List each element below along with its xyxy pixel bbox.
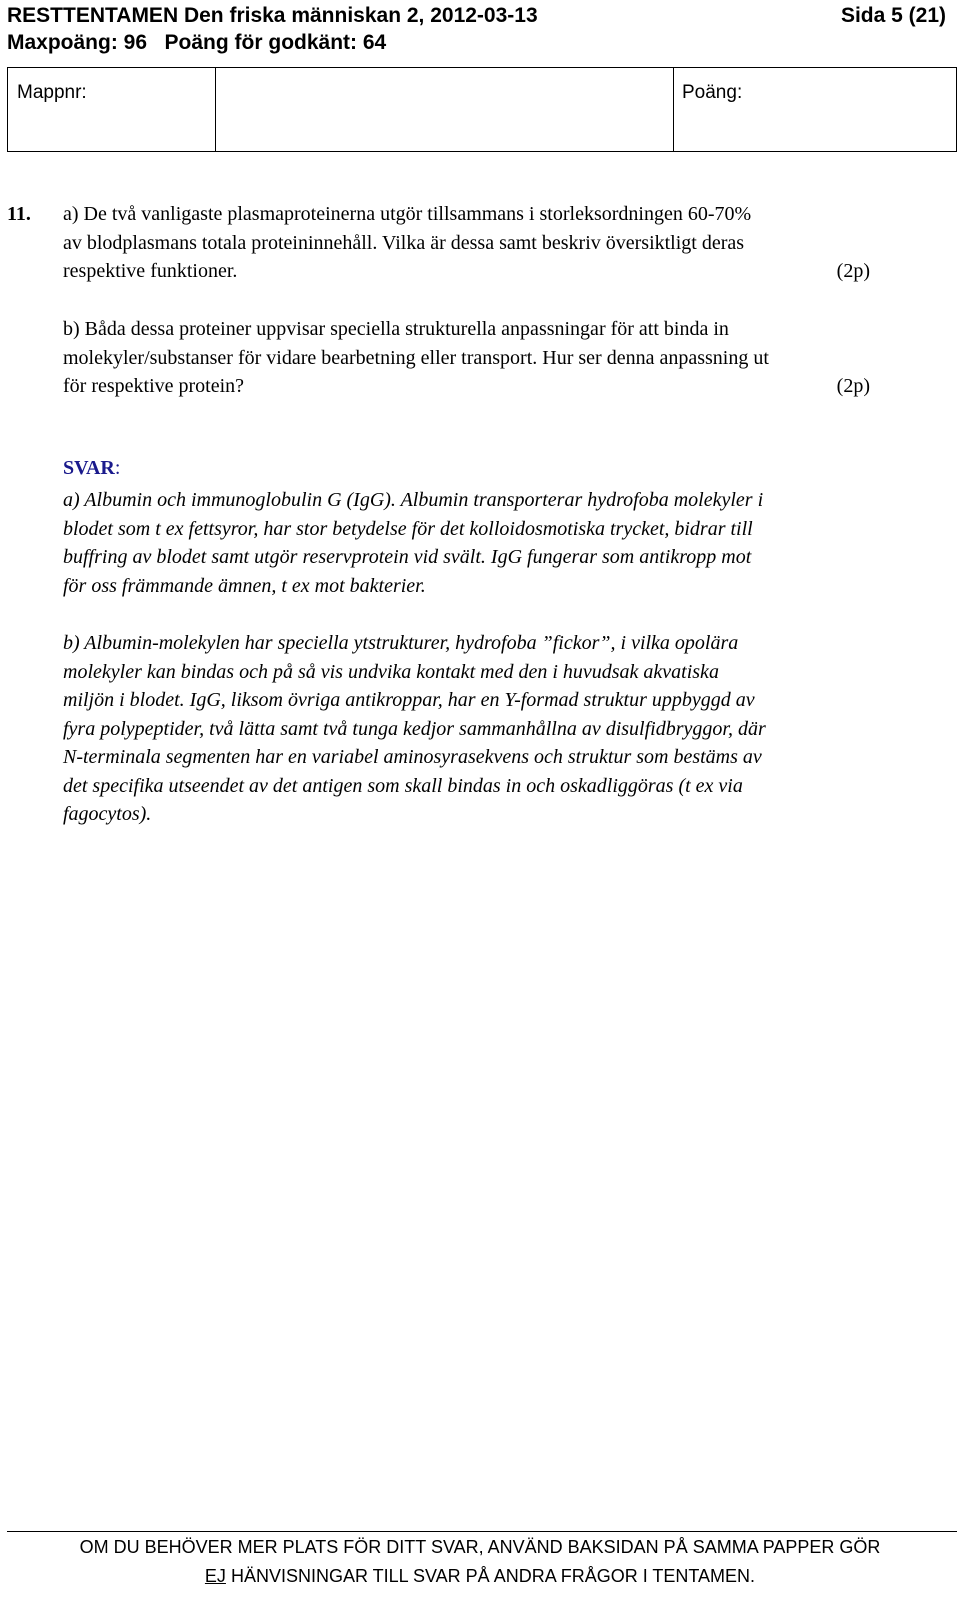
question-a-line3: respektive funktioner. [63,260,238,282]
exam-header-line1 [7,4,946,28]
id-points-box [7,67,957,152]
footer-divider [7,1531,957,1532]
answer-b-line: N-terminala segmenten har en variabel aminosyrasekvens och struktur som bestäms av [63,746,762,768]
answer-a-line: a) Albumin och immunoglobulin G (IgG). Albumin transporterar hydrofoba molekyler i [63,489,764,511]
answer-a-line: blodet som t ex fettsyror, har stor betydelse för det kolloidosmotiska trycket, bidrar till [63,517,753,540]
mappnr-label: Mappnr: [17,82,87,103]
answer-label-colon: : [114,457,121,479]
mappnr-cell[interactable] [8,68,216,151]
answer-b-line: fyra polypeptider, två lätta samt två tunga kedjor sammanhållna av disulfidbryggor, där [63,717,766,740]
points-summary: Maxpoäng: 96 Poäng för godkänt: 64 [7,31,387,54]
footer-emphasis: EJ [204,1566,226,1586]
exam-header-line2 [7,31,946,55]
answer-a-line: för oss främmande ämnen, t ex mot bakterier. [63,574,426,597]
answer-b-line: fagocytos). [63,803,152,825]
page-number: Sida 5 (21) [840,4,946,27]
question-a-line2: av blodplasmans totala proteininnehåll. Vilka är dessa samt beskriv översiktligt deras [63,231,745,254]
question-a-points: (2p) [836,260,870,282]
question-b [63,315,943,401]
answer-label-text: SVAR [63,457,115,479]
blank-cell [215,68,674,151]
answer-a [63,486,948,600]
question-b-line2: molekyler/substanser för vidare bearbetning eller transport. Hur ser denna anpassning ut [63,346,769,369]
question-number: 11. [7,203,31,225]
question-b-line1: b) Båda dessa proteiner uppvisar speciella strukturella anpassningar för att binda in [63,318,729,340]
question-b-points: (2p) [836,375,870,397]
answer-b-line: miljön i blodet. IgG, liksom övriga antikroppar, har en Y-formad struktur uppbyggd av [63,689,755,711]
footer-note-line1: OM DU BEHÖVER MER PLATS FÖR DITT SVAR, ANVÄND BAKSIDAN PÅ SAMMA PAPPER GÖR [79,1537,881,1557]
poang-cell[interactable] [673,68,956,151]
question-a-line1: a) De två vanligaste plasmaproteinerna utgör tillsammans i storleksordningen 60-70% [63,203,752,225]
question-b-line3: för respektive protein? [63,375,245,397]
answer-a-line: buffring av blodet samt utgör reservprotein vid svält. IgG fungerar som antikropp mot [63,546,752,568]
footer-note-rest: HÄNVISNINGAR TILL SVAR PÅ ANDRA FRÅGOR I TENTAMEN. [225,1566,756,1586]
answer-label [63,457,120,480]
poang-label: Poäng: [682,82,743,103]
exam-title: RESTTENTAMEN Den friska människan 2, 2012-03-13 [7,4,538,27]
answer-b [63,629,948,829]
answer-b-line: b) Albumin-molekylen har speciella ytstrukturer, hydrofoba ”fickor”, i vilka opolära [63,632,739,654]
footer-note-line2 [0,1562,960,1591]
answer-b-line: molekyler kan bindas och på så vis undvika kontakt med den i huvudsak akvatiska [63,660,719,683]
answer-b-line: det specifika utseendet av det antigen som skall bindas in och oskadliggöras (t ex via [63,774,743,797]
question-a [63,200,943,286]
